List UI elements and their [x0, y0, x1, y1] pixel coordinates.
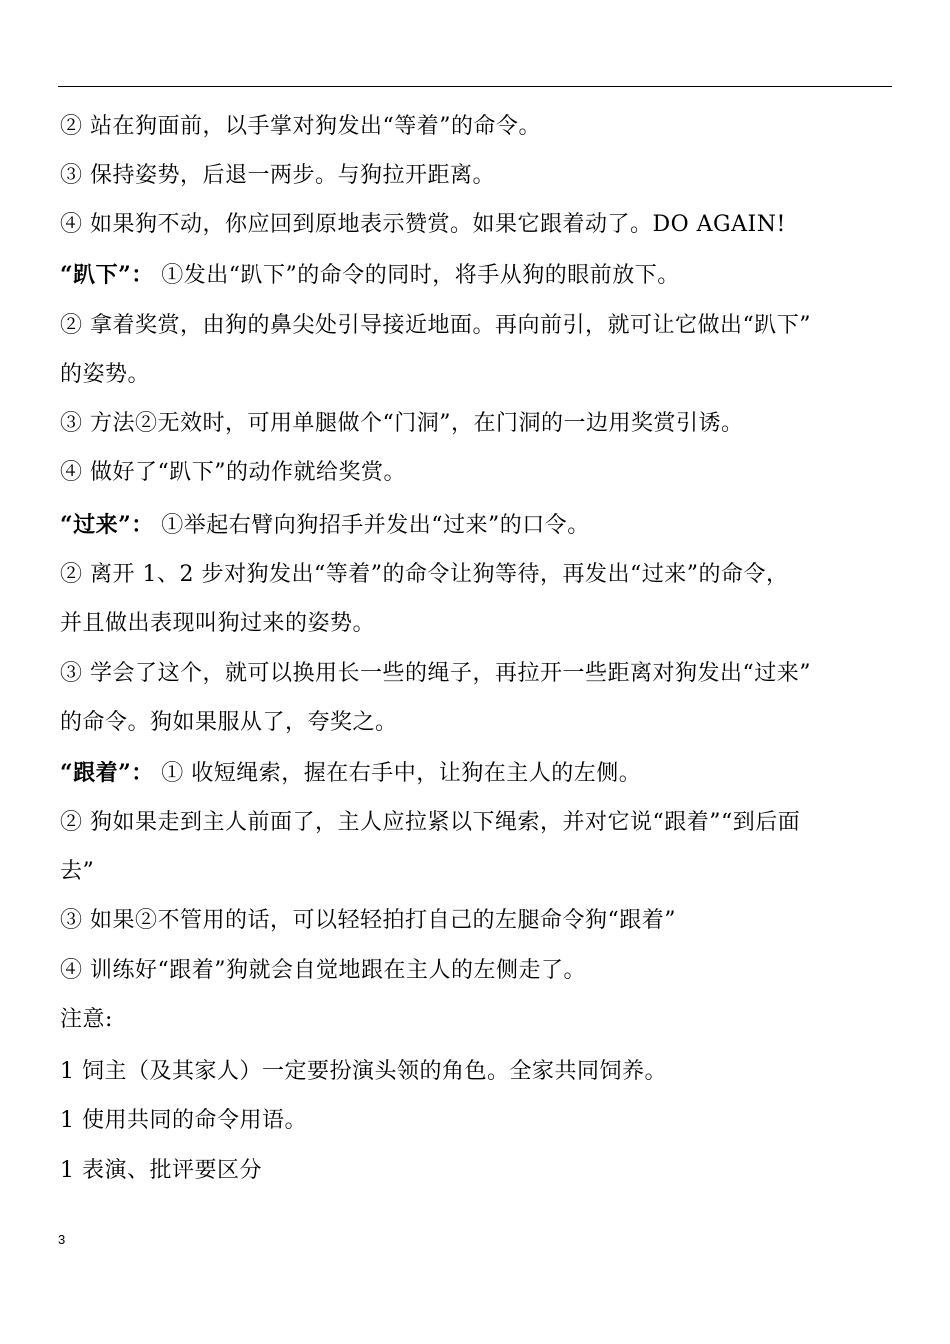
- text-line: 并且做出表现叫狗过来的姿势。: [60, 611, 376, 636]
- section-heading-come: “过来”： ①举起右臂向狗招手并发出“过来”的口令。: [60, 512, 590, 538]
- text-line: 去”: [60, 859, 95, 884]
- notes-heading: 注意:: [60, 1007, 113, 1032]
- text-line: ② 站在狗面前，以手掌对狗发出“等着”的命令。: [60, 114, 541, 139]
- note-item: 1 使用共同的命令用语。: [60, 1108, 307, 1133]
- text-line: 的命令。狗如果服从了，夸奖之。: [60, 710, 398, 735]
- section-heading-label: “跟着”：: [60, 760, 154, 786]
- header-rule: [58, 86, 892, 87]
- text-line: ④ 做好了“趴下”的动作就给奖赏。: [60, 460, 406, 485]
- text-line: ② 狗如果走到主人前面了，主人应拉紧以下绳索，并对它说“跟着”“到后面: [60, 810, 801, 835]
- page-number: 3: [58, 1232, 66, 1247]
- section-heading-label: “过来”：: [60, 512, 154, 538]
- section-heading-label: “趴下”：: [60, 262, 154, 288]
- section-heading-lie-down: “趴下”： ①发出“趴下”的命令的同时，将手从狗的眼前放下。: [60, 262, 680, 288]
- text-line: ③ 如果②不管用的话，可以轻轻拍打自己的左腿命令狗“跟着”: [60, 908, 676, 933]
- text-line: ② 拿着奖赏，由狗的鼻尖处引导接近地面。再向前引，就可让它做出“趴下”: [60, 313, 811, 338]
- section-heading-heel: “跟着”： ① 收短绳索，握在右手中，让狗在主人的左侧。: [60, 760, 642, 786]
- text-line: 的姿势。: [60, 362, 151, 387]
- text-line: ④ 训练好“跟着”狗就会自觉地跟在主人的左侧走了。: [60, 958, 586, 983]
- text-line: ③ 学会了这个，就可以换用长一些的绳子，再拉开一些距离对狗发出“过来”: [60, 661, 811, 686]
- text-line: ② 离开 1、2 步对狗发出“等着”的命令让狗等待，再发出“过来”的命令，: [60, 562, 789, 587]
- text-line: ③ 保持姿势，后退一两步。与狗拉开距离。: [60, 163, 495, 188]
- text-line: ③ 方法②无效时，可用单腿做个“门洞”，在门洞的一边用奖赏引诱。: [60, 411, 744, 436]
- note-item: 1 饲主（及其家人）一定要扮演头领的角色。全家共同饲养。: [60, 1059, 667, 1084]
- note-item: 1 表演、批评要区分: [60, 1158, 262, 1183]
- text-line: ④ 如果狗不动，你应回到原地表示赞赏。如果它跟着动了。DO AGAIN!: [60, 212, 786, 237]
